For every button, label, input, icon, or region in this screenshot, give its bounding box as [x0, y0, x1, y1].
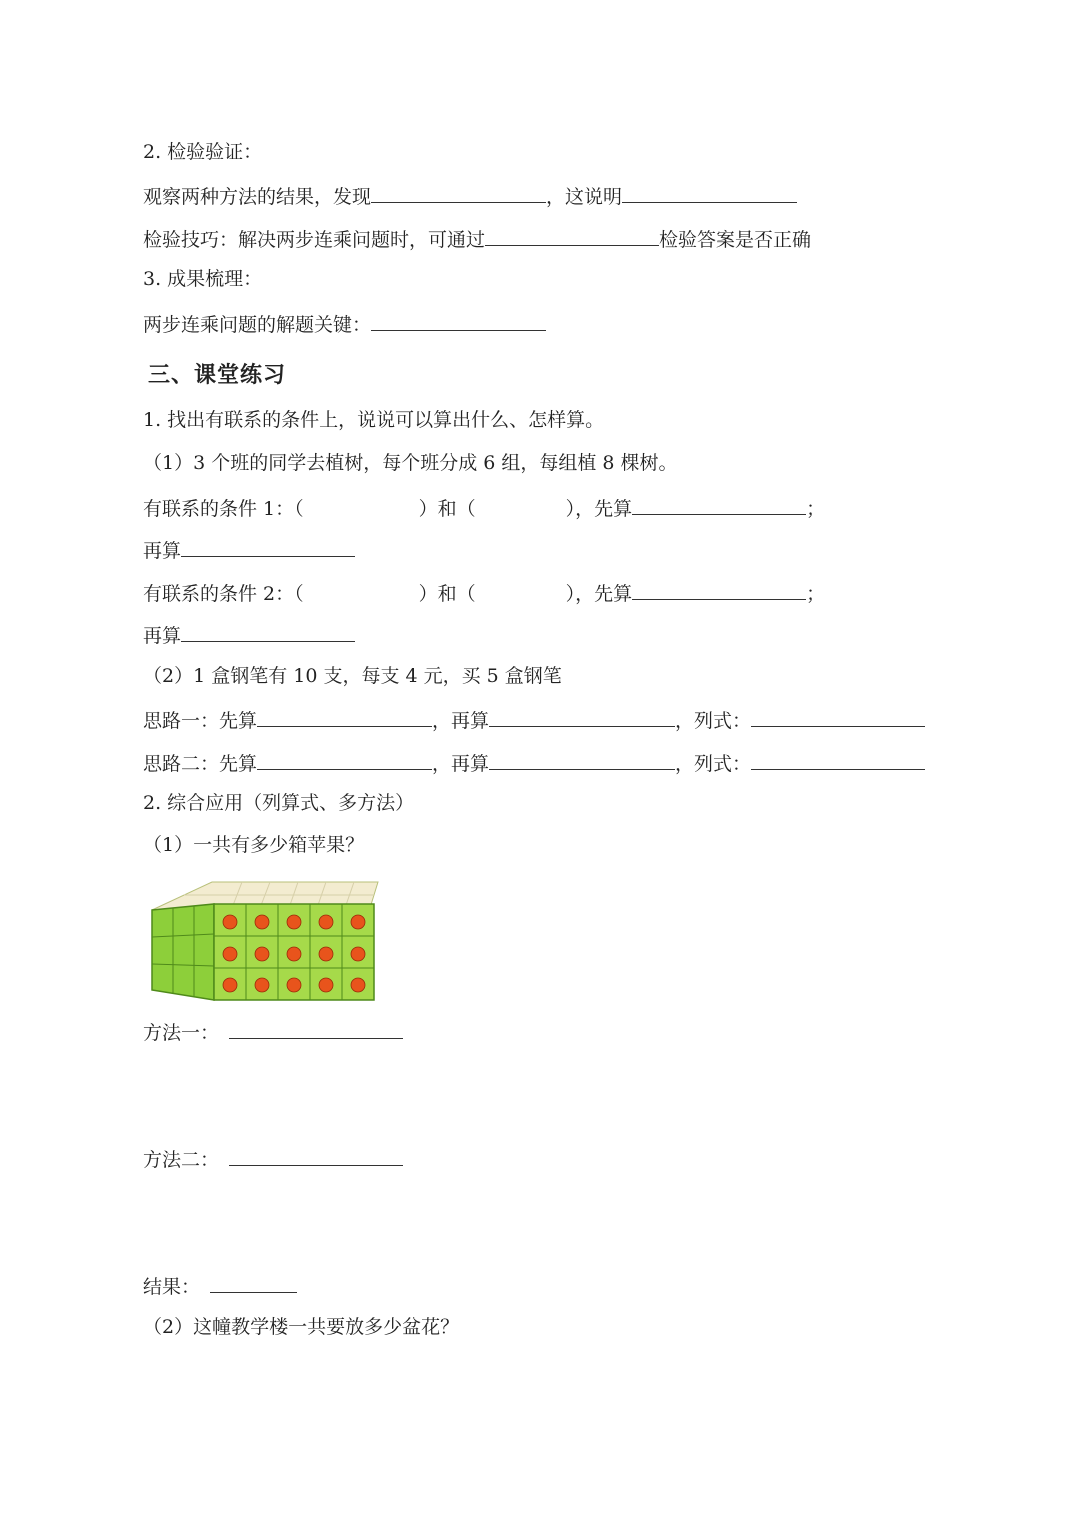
exercise-1-title: 1. 找出有联系的条件上，说说可以算出什么、怎样算。	[143, 409, 605, 431]
method-2-line: 方法二：	[143, 1145, 403, 1172]
exercise-2-q1: （1）一共有多少箱苹果？	[143, 834, 365, 856]
idea-2-line: 思路二：先算 ，再算 ，列式：	[143, 749, 925, 776]
observe-line: 观察两种方法的结果，发现 ，这说明	[143, 182, 797, 209]
condition-2-line: 有联系的条件 2：（ ）和（ ），先算 ；	[143, 579, 825, 606]
idea-2-formula-blank[interactable]	[751, 749, 925, 770]
result-blank[interactable]	[210, 1272, 297, 1293]
exercise-2-q2: （2）这幢教学楼一共要放多少盆花？	[143, 1316, 460, 1338]
tip-blank[interactable]	[485, 225, 659, 246]
exercise-1-q2: （2）1 盒钢笔有 10 支，每支 4 元，买 5 盒钢笔	[143, 665, 562, 687]
idea-2-first-blank[interactable]	[257, 749, 432, 770]
idea-1-formula-blank[interactable]	[751, 706, 925, 727]
condition-1-first-blank[interactable]	[632, 494, 806, 515]
observe-blank-2[interactable]	[622, 182, 797, 203]
exercise-1-q1: （1）3 个班的同学去植树，每个班分成 6 组，每组植 8 棵树。	[143, 452, 678, 474]
condition-2-then-line: 再算	[143, 621, 355, 648]
section-heading: 三、课堂练习	[148, 363, 287, 388]
condition-2-first-blank[interactable]	[632, 579, 806, 600]
section-3-title: 3. 成果梳理：	[143, 268, 263, 290]
observe-blank-1[interactable]	[371, 182, 546, 203]
condition-1-then-line: 再算	[143, 536, 355, 563]
idea-1-then-blank[interactable]	[489, 706, 675, 727]
condition-2-then-blank[interactable]	[181, 621, 355, 642]
idea-2-then-blank[interactable]	[489, 749, 675, 770]
exercise-2-title: 2. 综合应用（列算式、多方法）	[143, 792, 415, 814]
method-2-blank[interactable]	[229, 1145, 403, 1166]
section-2-title: 2. 检验验证：	[143, 141, 263, 163]
condition-1-then-blank[interactable]	[181, 536, 355, 557]
tip-line: 检验技巧：解决两步连乘问题时，可通过 检验答案是否正确	[143, 225, 811, 252]
method-1-blank[interactable]	[229, 1018, 403, 1039]
idea-1-first-blank[interactable]	[257, 706, 432, 727]
key-line: 两步连乘问题的解题关键：	[143, 310, 546, 337]
method-1-line: 方法一：	[143, 1018, 403, 1045]
result-line: 结果：	[143, 1272, 297, 1299]
key-blank[interactable]	[371, 310, 546, 331]
condition-1-line: 有联系的条件 1：（ ）和（ ），先算 ；	[143, 494, 825, 521]
idea-1-line: 思路一：先算 ，再算 ，列式：	[143, 706, 925, 733]
apple-crate-image	[142, 872, 386, 1004]
